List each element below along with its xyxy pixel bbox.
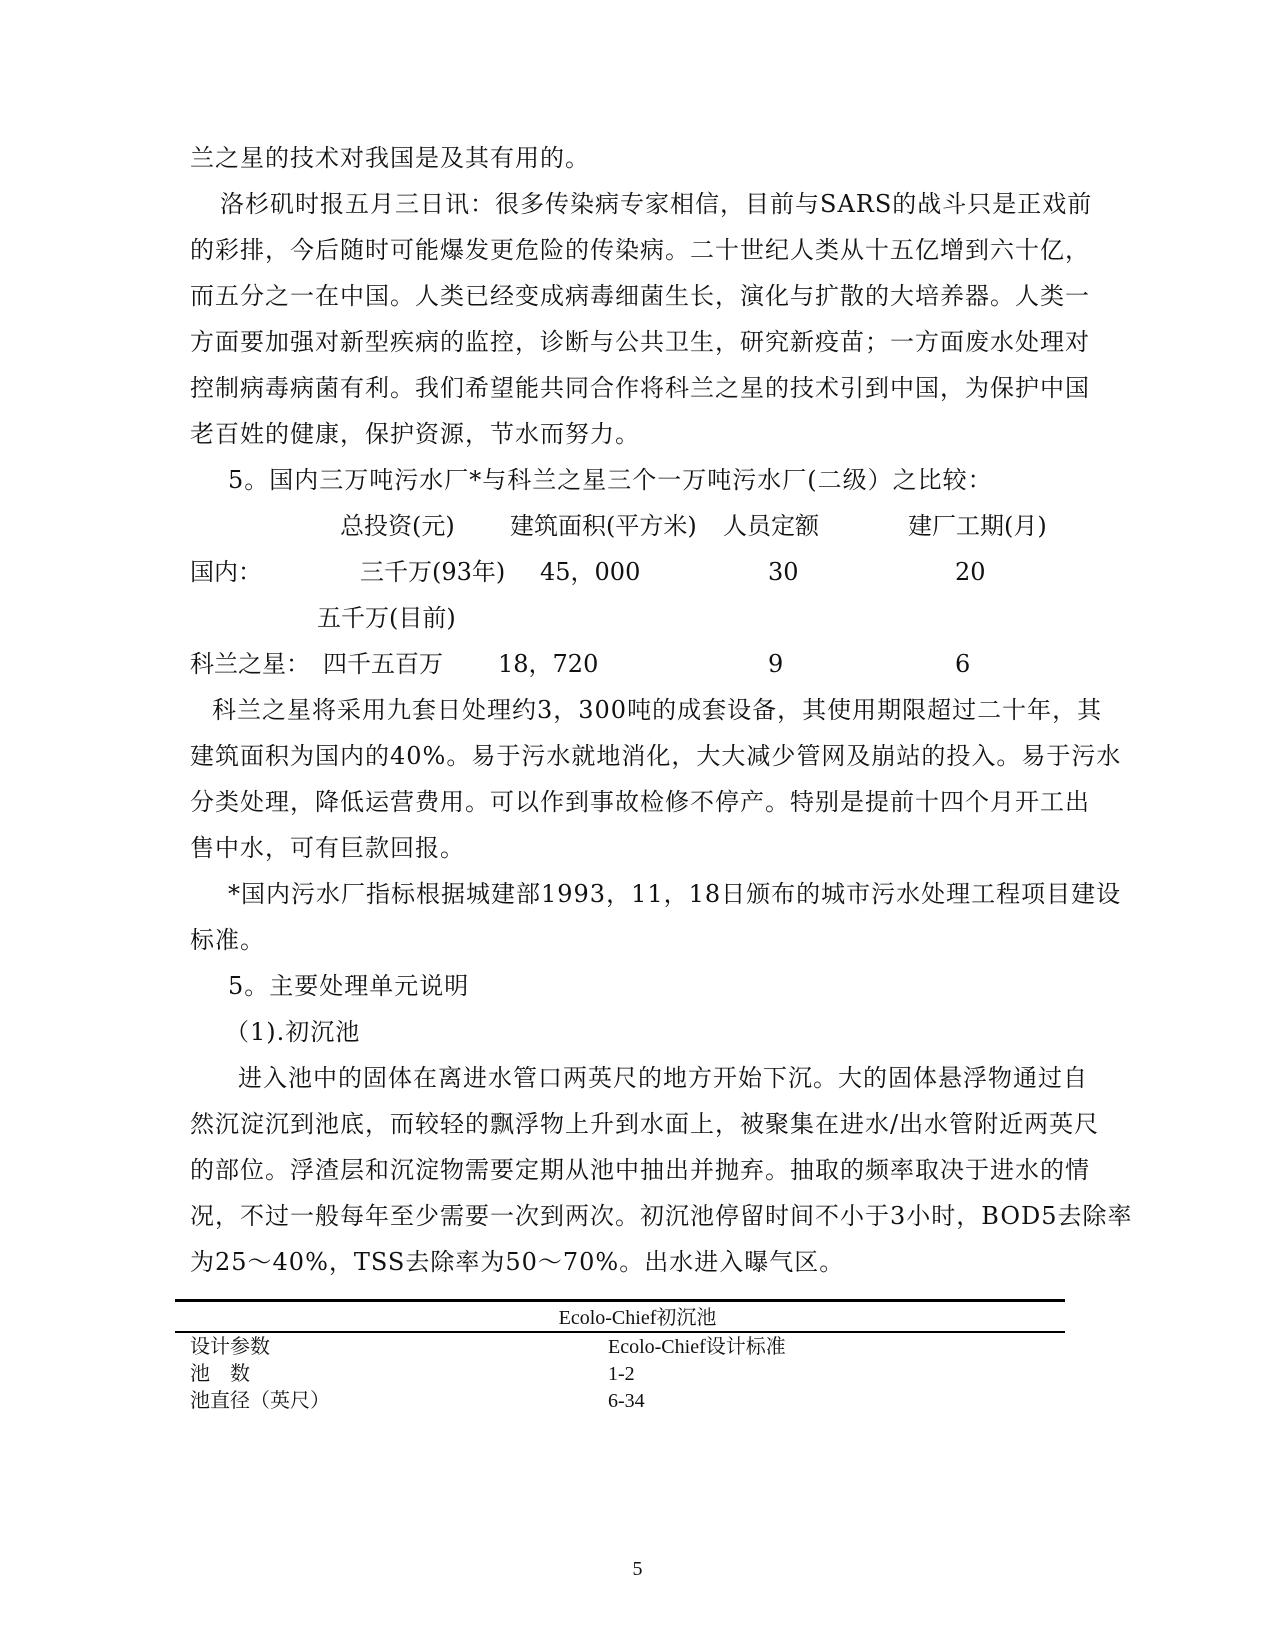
paragraph-line: 标准。 (190, 926, 265, 954)
paragraph-line: 然沉淀沉到池底，而较轻的飘浮物上升到水面上，被聚集在进水/出水管附近两英尺 (190, 1110, 1100, 1138)
table-column-header: Ecolo-Chief设计标准 (608, 1336, 786, 1358)
table-cell: 池 数 (190, 1363, 250, 1385)
paragraph-line: *国内污水厂指标根据城建部1993，11，18日颁布的城市污水处理工程项目建设 (228, 880, 1122, 908)
comparison-row-label: 国内： (190, 558, 262, 586)
paragraph-line: 售中水，可有巨款回报。 (190, 834, 465, 862)
table-cell: 6-34 (608, 1390, 645, 1412)
section-heading: 5。主要处理单元说明 (228, 972, 470, 1000)
comparison-cell: 9 (768, 650, 784, 678)
page-number: 5 (632, 1558, 643, 1580)
comparison-cell: 五千万(目前) (317, 604, 456, 632)
paragraph-line: 兰之星的技术对我国是及其有用的。 (190, 144, 590, 172)
comparison-row-label: 科兰之星： (190, 650, 310, 678)
paragraph-line: 况，不过一般每年至少需要一次到两次。初沉池停留时间不小于3小时，BOD5去除率 (190, 1202, 1133, 1230)
paragraph-line: 为25～40%，TSS去除率为50～70%。出水进入曝气区。 (190, 1248, 845, 1276)
comparison-cell: 45，000 (540, 558, 641, 586)
comparison-header: 人员定额 (723, 512, 819, 540)
subsection-heading: （1).初沉池 (225, 1018, 361, 1046)
comparison-cell: 20 (955, 558, 986, 586)
paragraph-line: 科兰之星将采用九套日处理约3，300吨的成套设备，其使用期限超过二十年，其 (212, 696, 1103, 724)
paragraph-line: 洛杉矶时报五月三日讯：很多传染病专家相信，目前与SARS的战斗只是正戏前 (220, 190, 1093, 218)
table-cell: 1-2 (608, 1363, 635, 1385)
comparison-header: 建厂工期(月) (908, 512, 1047, 540)
comparison-cell: 18，720 (498, 650, 599, 678)
comparison-cell: 四千五百万 (323, 650, 443, 678)
comparison-cell: 6 (955, 650, 971, 678)
paragraph-line: 分类处理，降低运营费用。可以作到事故检修不停产。特别是提前十四个月开工出 (190, 788, 1090, 816)
paragraph-line: 老百姓的健康，保护资源，节水而努力。 (190, 420, 640, 448)
paragraph-line: 控制病毒病菌有利。我们希望能共同合作将科兰之星的技术引到中国，为保护中国 (190, 374, 1090, 402)
paragraph-line: 进入池中的固体在离进水管口两英尺的地方开始下沉。大的固体悬浮物通过自 (238, 1064, 1088, 1092)
table-column-header: 设计参数 (190, 1336, 270, 1358)
paragraph-line: 而五分之一在中国。人类已经变成病毒细菌生长，演化与扩散的大培养器。人类一 (190, 282, 1090, 310)
paragraph-line: 的彩排，今后随时可能爆发更危险的传染病。二十世纪人类从十五亿增到六十亿， (190, 236, 1090, 264)
paragraph-line: 建筑面积为国内的40%。易于污水就地消化，大大减少管网及崩站的投入。易于污水 (190, 742, 1122, 770)
table-cell: 池直径（英尺） (190, 1390, 330, 1412)
comparison-header: 建筑面积(平方米) (510, 512, 697, 540)
table-header-rule (175, 1331, 1065, 1333)
paragraph-line: 的部位。浮渣层和沉淀物需要定期从池中抽出并抛弃。抽取的频率取决于进水的情 (190, 1156, 1090, 1184)
section-heading: 5。国内三万吨污水厂*与科兰之星三个一万吨污水厂(二级）之比较： (228, 466, 993, 494)
comparison-cell: 三千万(93年) (360, 558, 506, 586)
table-title: Ecolo-Chief初沉池 (558, 1307, 717, 1329)
comparison-header: 总投资(元) (340, 512, 455, 540)
table-top-rule (175, 1299, 1065, 1302)
paragraph-line: 方面要加强对新型疾病的监控，诊断与公共卫生，研究新疫苗；一方面废水处理对 (190, 328, 1090, 356)
comparison-cell: 30 (768, 558, 799, 586)
